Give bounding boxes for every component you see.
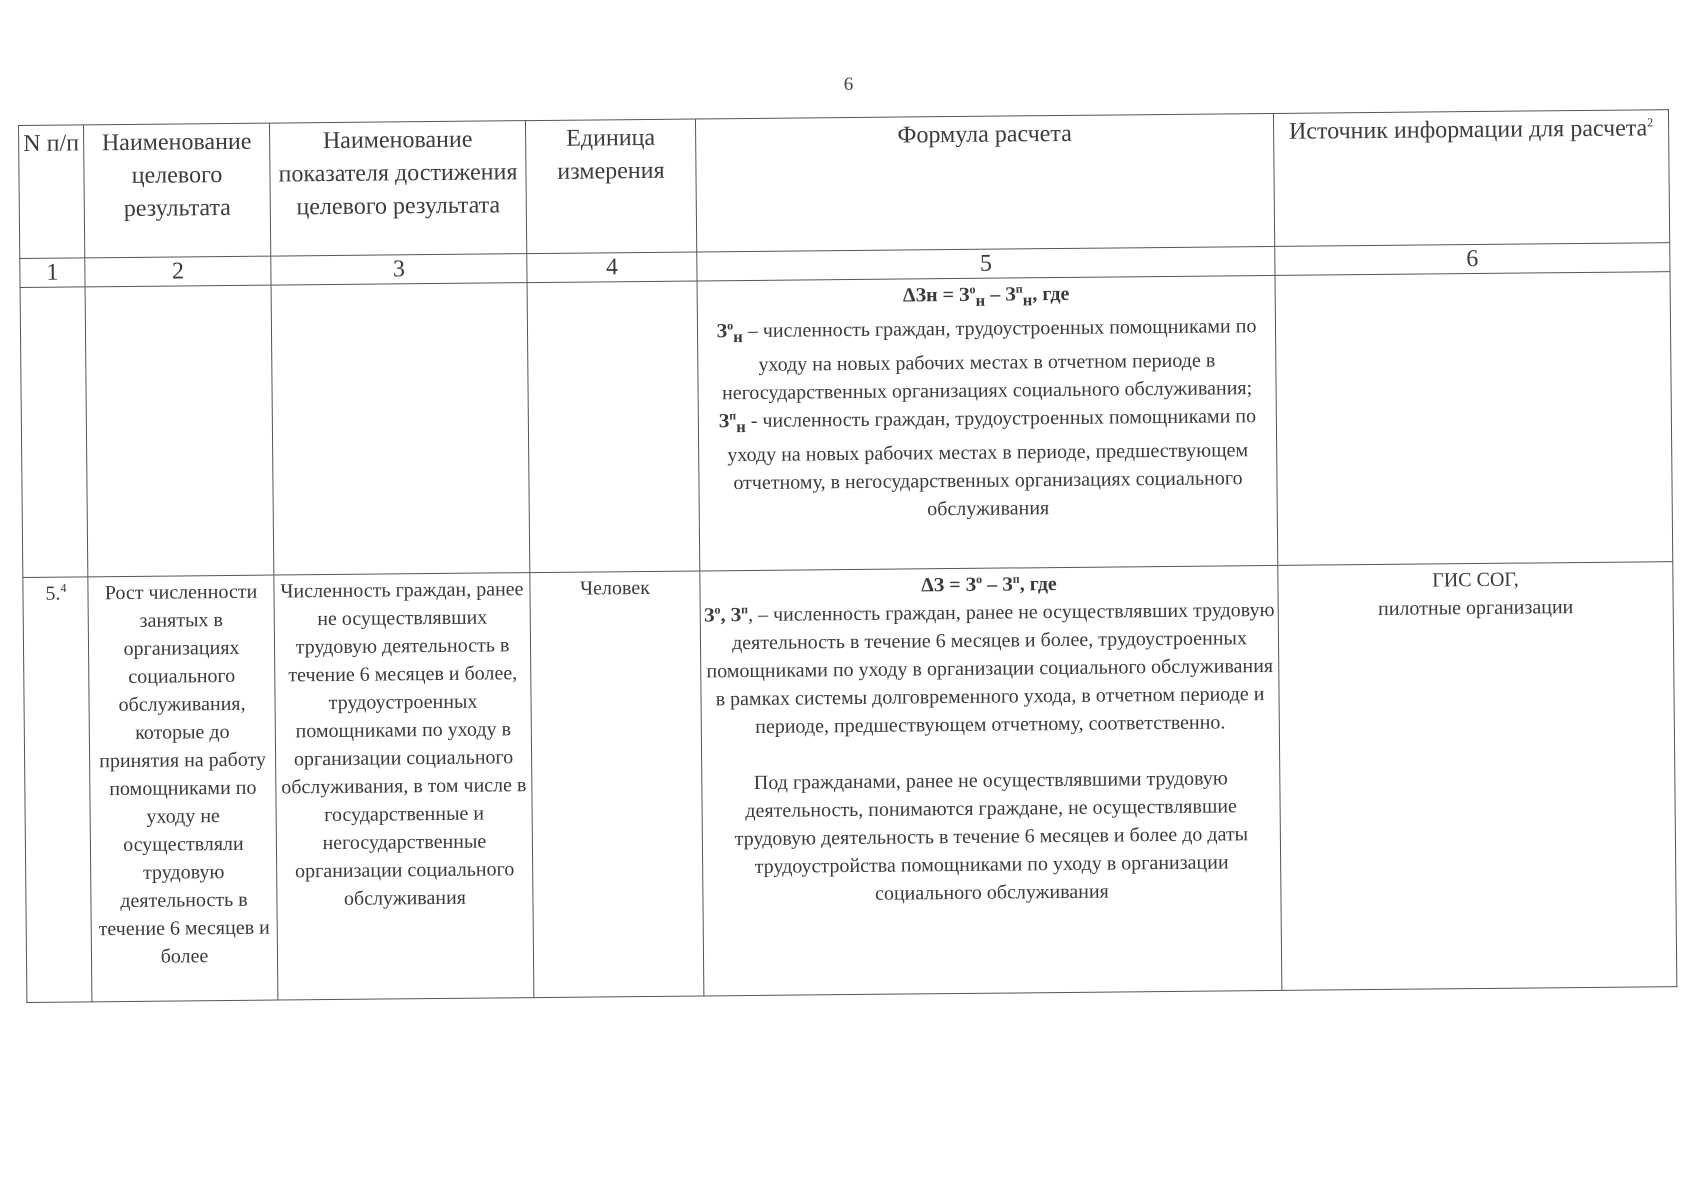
formula-note: Под гражданами, ранее не осуществлявшими трудовую деятельность, понимаются граждане, не осуществлявшие трудовую деятельность в течение 6 месяцев и более до даты трудоустройства помощниками по уходу в организации социального обслуживания (734, 767, 1249, 905)
cell-formula (700, 565, 1282, 996)
table-header-row (19, 110, 1670, 259)
footnote-ref: 2 (1647, 115, 1654, 130)
indicators-table (18, 109, 1677, 1003)
table-row-continuation (20, 272, 1673, 578)
source-line: ГИС СОГ, (1432, 568, 1519, 592)
formula-expression: $\Delta З = З^о - З^п$, где (921, 571, 1057, 597)
cell-indicator: Численность граждан, ранее не осуществлявших трудовую деятельность в течение 6 месяцев и более, трудоустроенных помощниками по уходу в организации социального обслуживания, в том числе в государственные и негосударственные организации социального обслуживания (274, 573, 534, 1000)
header-formula: Формула расчета (695, 113, 1274, 252)
cell-unit: Человек (530, 571, 704, 998)
cell-target-result: Рост численности занятых в организациях социального обслуживания, которые до принятия на работу помощниками по уходу не осуществляли трудовую деятельность в течение 6 месяцев и более (88, 575, 278, 1002)
cell-empty (1275, 272, 1673, 566)
column-number: 6 (1275, 243, 1670, 276)
formula-definition: $З^о$, $З^п$, – численность граждан, ранее не осуществлявших трудовую деятельность в течение 6 месяцев и более, трудоустроенных помощниками по уходу в организации социального обслуживания в рамках системы долговременного ухода, в отчетном периоде и периоде, предшествующем отчетному, соответственно. (703, 598, 1275, 738)
formula-definition: $З^п_н$ - численность граждан, трудоустроенных помощниками по уходу на новых рабочих местах в периоде, предшествующем отчетному, в негосударственных организациях социального обслуживания (718, 405, 1257, 521)
column-number: 5 (697, 246, 1275, 281)
formula-expression: $\Delta Зн = З^о_н - З^п_н$, где (902, 281, 1070, 310)
header-unit: Единица измерения (525, 119, 696, 254)
formula-definition: $З^о_н$ – численность граждан, трудоустроенных помощниками по уходу на новых рабочих местах в отчетном периоде в негосударственных организациях социального обслуживания; (716, 315, 1257, 405)
cell-source (1278, 562, 1677, 991)
cell-empty (527, 281, 700, 573)
cell-row-number: 5.$^4$ (23, 577, 92, 1003)
header-target-result: Наименование целевого результата (84, 123, 271, 258)
source-line: пилотные организации (1377, 596, 1574, 620)
cell-formula (697, 275, 1278, 571)
cell-empty (85, 285, 274, 577)
page-number: 6 (843, 74, 854, 95)
table-row (23, 562, 1677, 1003)
column-number: 3 (271, 254, 527, 285)
cell-empty (271, 283, 530, 575)
column-number: 2 (85, 256, 271, 287)
header-indicator: Наименование показателя достижения целевого результата (269, 121, 526, 256)
header-source: Источник информации для расчета$^2$ (1273, 110, 1669, 247)
column-number: 1 (20, 258, 85, 288)
header-number: N п/п (19, 125, 85, 259)
cell-empty (20, 287, 88, 578)
column-number: 4 (527, 252, 697, 283)
